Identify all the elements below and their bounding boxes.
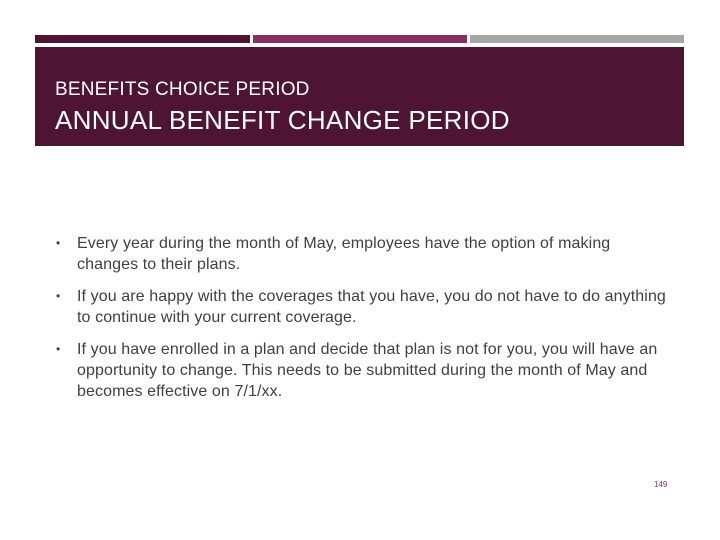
- bullet-text: Every year during the month of May, employees have the option of making changes to their plans.: [77, 235, 611, 273]
- top-accent-bar-dark: [35, 35, 250, 43]
- bullet-list: [56, 233, 666, 413]
- top-accent-bar-magenta: [253, 35, 467, 43]
- slide-subtitle: BENEFITS CHOICE PERIOD: [55, 79, 310, 100]
- bullet-dot-icon: •: [56, 342, 61, 356]
- bullet-text: If you have enrolled in a plan and decide that plan is not for you, you will have an opportunity to change. This needs to be submitted during the month of May and becomes effective on 7/1/xx.: [77, 341, 658, 400]
- bullet-item: [56, 233, 666, 275]
- title-band: [35, 47, 684, 146]
- bullet-text: If you are happy with the coverages that you have, you do not have to do anything to continue with your current coverage.: [77, 288, 666, 326]
- top-accent-bar-grey: [470, 35, 684, 43]
- page-number: 149: [654, 480, 668, 489]
- bullet-item: [56, 286, 666, 328]
- bullet-item: [56, 339, 666, 402]
- slide-title: ANNUAL BENEFIT CHANGE PERIOD: [55, 105, 510, 135]
- bullet-dot-icon: •: [56, 236, 61, 250]
- bullet-dot-icon: •: [56, 289, 61, 303]
